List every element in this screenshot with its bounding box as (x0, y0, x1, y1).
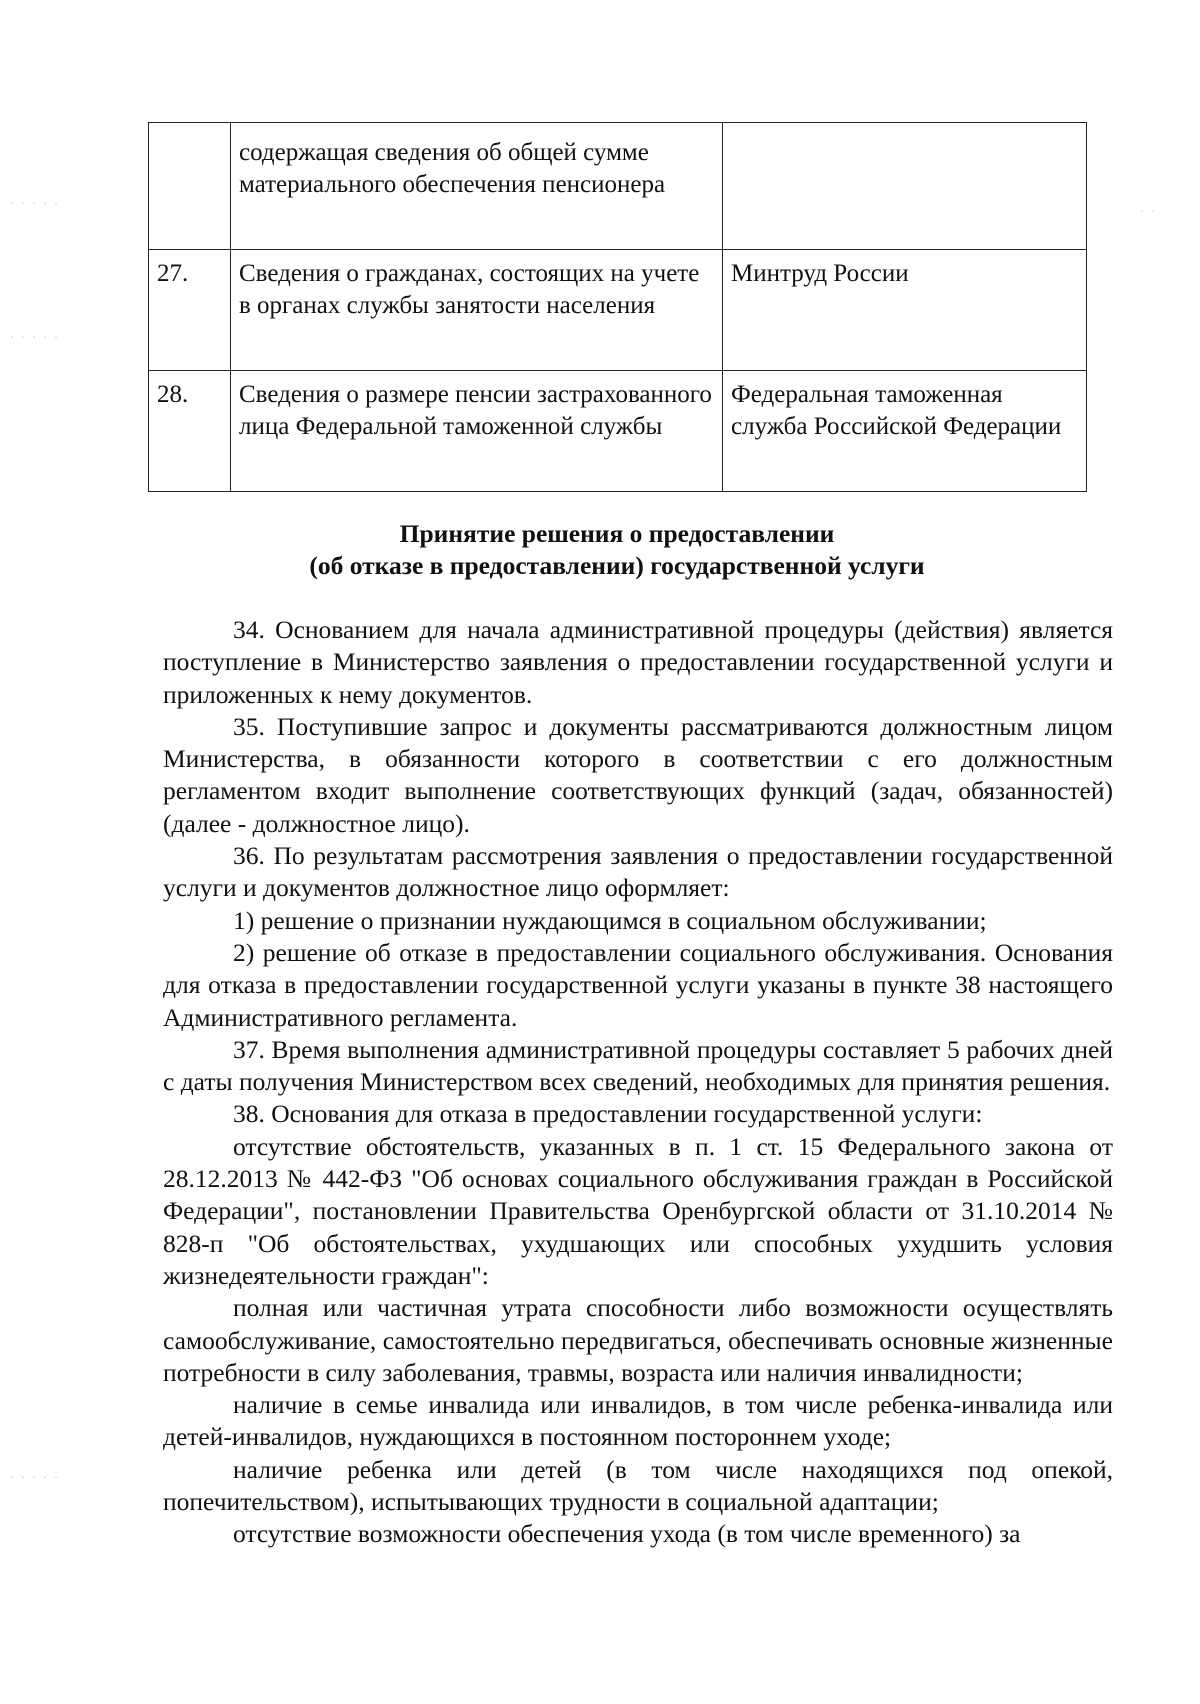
paragraph-36-item-1: 1) решение о признании нуждающимся в социальном обслуживании; (233, 905, 987, 935)
paragraph-36-item-2: 2) решение об отказе в предоставлении социального обслуживания. Основания для отказа в предоставлении государственной услуги указаны в пункте 38 настоящего Административного регламента. (163, 937, 1113, 1032)
paragraph-38: 38. Основания для отказа в предоставлении государственной услуги: (233, 1099, 983, 1129)
scan-noise: · · (1140, 204, 1157, 218)
row-info: содержащая сведения об общей сумме материального обеспечения пенсионера (231, 123, 723, 250)
section-title-line2: (об отказе в предоставлении) государственной услуги (309, 551, 925, 580)
row-number: 28. (149, 371, 231, 492)
row-info: Сведения о размере пенсии застрахованного лица Федеральной таможенной службы (231, 371, 723, 492)
row-number (149, 123, 231, 250)
paragraph-36: 36. По результатам рассмотрения заявления о предоставлении государственной услуги и документов должностное лицо оформляет: (163, 841, 1113, 903)
table-row (149, 123, 1087, 250)
paragraph-37: 37. Время выполнения административной процедуры составляет 5 рабочих дней с даты получения Министерством всех сведений, необходимых для принятия решения. (163, 1034, 1113, 1097)
row-provider: Минтруд России (723, 250, 1087, 371)
list-item: наличие в семье инвалида или инвалидов, в том числе ребенка-инвалида или детей-инвалидов, нуждающихся в постоянном постороннем уходе; (163, 1390, 1113, 1452)
row-provider (723, 123, 1087, 250)
list-item: наличие ребенка или детей (в том числе находящихся под опекой, попечительством), испытывающих трудности в социальной адаптации; (163, 1454, 1113, 1517)
row-provider: Федеральная таможенная служба Российской Федерации (723, 371, 1087, 492)
scan-noise: · · · · · (10, 196, 60, 210)
list-item: полная или частичная утрата способности либо возможности осуществлять самообслуживание, самостоятельно передвигаться, обеспечивать основные жизненные потребности в силу заболевания, травмы, возраста или наличия инвалидности; (163, 1293, 1113, 1387)
list-item: отсутствие обстоятельств, указанных в п. 1 ст. 15 Федерального закона от 28.12.2013 № 442-ФЗ "Об основах социального обслуживания граждан в Российской Федерации", постановлении Правительства Оренбургской области от 31.10.2014 № 828-п "Об обстоятельствах, ухудшающих или способных ухудшить условия жизнедеятельности граждан": (163, 1131, 1113, 1290)
scan-noise: · · · · · (10, 330, 60, 344)
list-item: отсутствие возможности обеспечения ухода (в том числе временного) за (233, 1519, 1021, 1549)
paragraph-34: 34. Основанием для начала административной процедуры (действия) является поступление в Министерство заявления о предоставлении государственной услуги и приложенных к нему документов. (163, 615, 1113, 709)
table-row (149, 371, 1087, 492)
table-row (149, 250, 1087, 371)
section-title-line1: Принятие решения о предоставлении (399, 519, 835, 548)
services-table (148, 122, 1087, 492)
row-number: 27. (149, 250, 231, 371)
scan-noise: · · · · · (10, 1470, 60, 1484)
body-text (163, 614, 1113, 1551)
paragraph-35: 35. Поступившие запрос и документы рассматриваются должностным лицом Министерства, в обязанности которого в соответствии с его должностным регламентом входит выполнение соответствующих функций (задач, обязанностей) (далее - должностное лицо). (163, 711, 1113, 838)
section-title (148, 518, 1086, 582)
row-info: Сведения о гражданах, состоящих на учете в органах службы занятости населения (231, 250, 723, 371)
